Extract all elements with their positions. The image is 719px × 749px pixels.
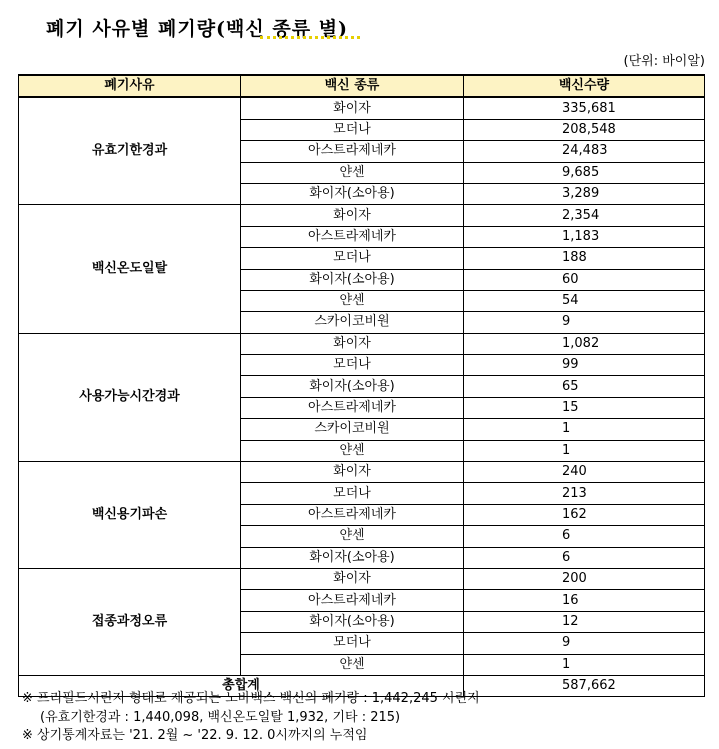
header-quantity: 백신수량	[464, 75, 705, 97]
vaccine-cell: 아스트라제네카	[241, 141, 464, 162]
quantity-cell: 1,082	[464, 333, 705, 354]
quantity-cell: 1	[464, 440, 705, 461]
disposal-table	[18, 74, 705, 697]
table-row	[19, 568, 705, 589]
quantity-cell: 54	[464, 290, 705, 311]
vaccine-cell: 모더나	[241, 119, 464, 140]
quantity-cell: 1,183	[464, 226, 705, 247]
vaccine-cell: 스카이코비원	[241, 419, 464, 440]
table-row	[19, 333, 705, 354]
vaccine-cell: 얀센	[241, 290, 464, 311]
vaccine-cell: 얀센	[241, 654, 464, 675]
quantity-cell: 188	[464, 248, 705, 269]
quantity-cell: 335,681	[464, 97, 705, 119]
vaccine-cell: 화이자	[241, 205, 464, 226]
quantity-cell: 9,685	[464, 162, 705, 183]
quantity-cell: 2,354	[464, 205, 705, 226]
quantity-cell: 99	[464, 355, 705, 376]
vaccine-cell: 얀센	[241, 162, 464, 183]
vaccine-cell: 화이자(소아용)	[241, 269, 464, 290]
page-title: 폐기 사유별 폐기량(백신 종류 별)	[46, 18, 349, 40]
quantity-cell: 60	[464, 269, 705, 290]
table-body	[19, 97, 705, 696]
table-header-row	[19, 75, 705, 97]
quantity-cell: 3,289	[464, 183, 705, 204]
reason-cell: 접종과정오류	[19, 568, 241, 675]
vaccine-cell: 얀센	[241, 440, 464, 461]
vaccine-cell: 아스트라제네카	[241, 504, 464, 525]
vaccine-cell: 모더나	[241, 483, 464, 504]
quantity-cell: 15	[464, 397, 705, 418]
footnote-novavax-breakdown: (유효기한경과 : 1,440,098, 백신온도일탈 1,932, 기타 : 215)	[40, 709, 401, 725]
quantity-cell: 208,548	[464, 119, 705, 140]
quantity-cell: 24,483	[464, 141, 705, 162]
title-highlight-underline	[260, 36, 360, 39]
quantity-cell: 65	[464, 376, 705, 397]
reason-cell: 백신용기파손	[19, 462, 241, 569]
vaccine-cell: 화이자(소아용)	[241, 611, 464, 632]
vaccine-cell: 모더나	[241, 248, 464, 269]
quantity-cell: 162	[464, 504, 705, 525]
vaccine-cell: 모더나	[241, 355, 464, 376]
table-row	[19, 97, 705, 119]
quantity-cell: 1	[464, 654, 705, 675]
vaccine-cell: 아스트라제네카	[241, 590, 464, 611]
header-reason: 폐기사유	[19, 75, 241, 97]
reason-cell: 사용가능시간경과	[19, 333, 241, 461]
unit-label: (단위: 바이알)	[623, 54, 705, 69]
table-row	[19, 462, 705, 483]
footnote-period: ※ 상기통계자료는 '21. 2월 ~ '22. 9. 12. 0시까지의 누적임	[22, 728, 368, 743]
total-label: 총합계	[19, 675, 464, 696]
reason-cell: 백신온도일탈	[19, 205, 241, 333]
vaccine-cell: 화이자(소아용)	[241, 547, 464, 568]
vaccine-cell: 얀센	[241, 526, 464, 547]
quantity-cell: 6	[464, 547, 705, 568]
quantity-cell: 12	[464, 611, 705, 632]
vaccine-cell: 화이자(소아용)	[241, 183, 464, 204]
footnotes	[22, 690, 480, 746]
table-row	[19, 205, 705, 226]
footnote-novavax: ※ 프리필드시린지 형태로 제공되는 노바백스 백신의 폐기량 : 1,442,245 시린지	[22, 691, 480, 706]
reason-cell: 유효기한경과	[19, 97, 241, 204]
quantity-cell: 9	[464, 312, 705, 333]
quantity-cell: 240	[464, 462, 705, 483]
header-vaccine: 백신 종류	[241, 75, 464, 97]
quantity-cell: 6	[464, 526, 705, 547]
total-quantity: 587,662	[464, 675, 705, 696]
vaccine-cell: 화이자	[241, 568, 464, 589]
quantity-cell: 9	[464, 633, 705, 654]
vaccine-cell: 화이자	[241, 97, 464, 119]
vaccine-cell: 모더나	[241, 633, 464, 654]
vaccine-cell: 화이자	[241, 462, 464, 483]
vaccine-cell: 스카이코비원	[241, 312, 464, 333]
quantity-cell: 213	[464, 483, 705, 504]
quantity-cell: 200	[464, 568, 705, 589]
vaccine-cell: 아스트라제네카	[241, 397, 464, 418]
vaccine-cell: 아스트라제네카	[241, 226, 464, 247]
quantity-cell: 16	[464, 590, 705, 611]
quantity-cell: 1	[464, 419, 705, 440]
vaccine-cell: 화이자	[241, 333, 464, 354]
vaccine-cell: 화이자(소아용)	[241, 376, 464, 397]
